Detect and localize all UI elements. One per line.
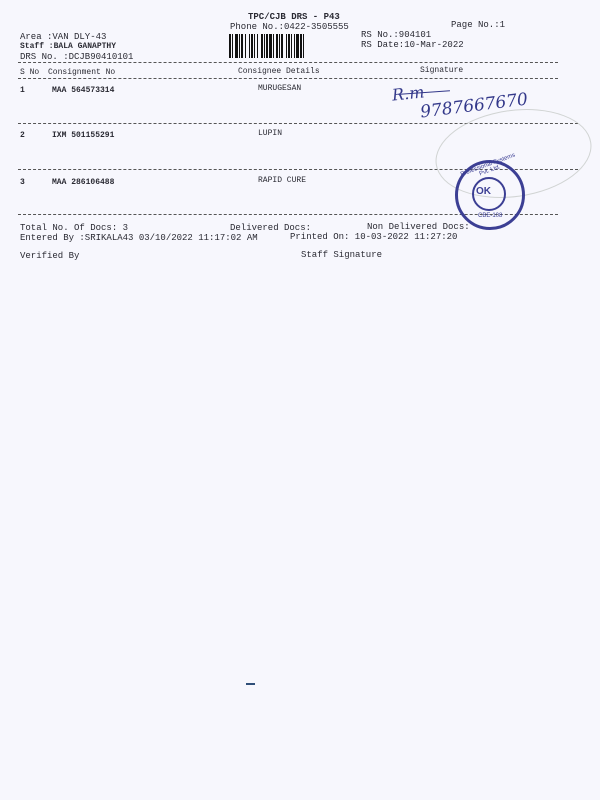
document-title: TPC/CJB DRS - P43 xyxy=(248,12,340,22)
staff-signature: Staff Signature xyxy=(301,250,383,260)
col-sno: S No xyxy=(20,68,40,77)
row-2-consignment: IXM 501155291 xyxy=(52,131,115,140)
company-seal xyxy=(455,152,525,230)
rs-number: RS No.:904101 xyxy=(361,30,432,40)
header-top-rule xyxy=(18,62,558,63)
verified-by: Verified By xyxy=(20,251,80,261)
seal-ring-text: Professional Systems Pvt. Ltd. xyxy=(459,152,517,178)
non-delivered-docs: Non Delivered Docs: xyxy=(367,222,470,232)
handwritten-signature: R.m xyxy=(391,82,426,105)
barcode xyxy=(229,34,355,58)
delivered-docs: Delivered Docs: xyxy=(230,223,312,233)
seal-center-text: OK xyxy=(476,186,491,197)
row-3-sno: 3 xyxy=(20,178,25,187)
total-docs: Total No. Of Docs: 3 xyxy=(20,223,129,233)
printed-on: Printed On: 10-03-2022 11:27:20 xyxy=(290,232,458,242)
row-1-consignee: MURUGESAN xyxy=(258,84,302,93)
header-bottom-rule xyxy=(18,78,558,79)
row-1-consignment: MAA 564573314 xyxy=(52,86,115,95)
phone-number: Phone No.:0422-3505555 xyxy=(230,22,349,32)
staff-field: Staff :BALA GANAPTHY xyxy=(20,42,117,51)
handwritten-phone: 9787667670 xyxy=(419,89,529,123)
entered-by: Entered By :SRIKALA43 03/10/2022 11:17:02 AM xyxy=(20,233,258,243)
col-signature: Signature xyxy=(420,66,464,75)
row-3-consignment: MAA 286106488 xyxy=(52,178,115,187)
row-3-consignee: RAPID CURE xyxy=(258,176,307,185)
barcode-bar xyxy=(304,34,306,58)
row-2-sno: 2 xyxy=(20,131,25,140)
row-2-consignee: LUPIN xyxy=(258,129,283,138)
drs-number: DRS No. :DCJB90410101 xyxy=(20,52,134,62)
row-1-sno: 1 xyxy=(20,86,25,95)
page-number: Page No.:1 xyxy=(451,20,506,30)
scan-mark xyxy=(246,683,255,685)
col-consignee: Consignee Details xyxy=(238,67,320,76)
col-consignment: Consignment No xyxy=(48,68,116,77)
area-field: Area :VAN DLY-43 xyxy=(20,32,107,42)
rs-date: RS Date:10-Mar-2022 xyxy=(361,40,464,50)
seal-bottom-text: CBE-108 xyxy=(478,213,503,219)
